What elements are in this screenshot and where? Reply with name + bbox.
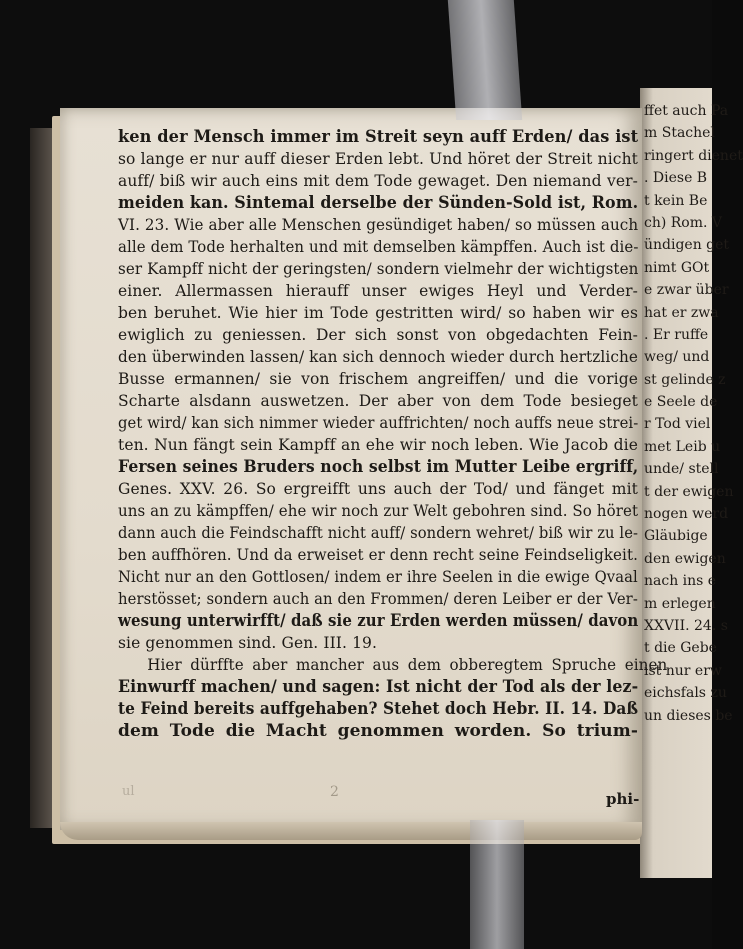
facing-text-line: t der ewigen [644, 483, 734, 500]
facing-text-line: unde/ stell [644, 461, 719, 478]
text-line: Scharte alsdann auswetzen. Der aber von dem Tode besieget [118, 392, 638, 410]
facing-text-line: weg/ und [644, 349, 710, 366]
text-line: ben auffhören. Und da erweiset er denn recht seine Feindseligkeit. [118, 546, 639, 564]
text-line: ser Kampff nicht der geringsten/ sondern vielmehr der wichtigsten [118, 260, 639, 278]
facing-text-line: m erlegen [644, 595, 716, 612]
facing-text-line: nach ins e [644, 573, 717, 590]
facing-page-text [644, 100, 743, 727]
catchword: phi- [606, 790, 640, 808]
text-line: auff/ biß wir auch eins mit dem Tode gewaget. Den niemand ver- [118, 172, 638, 190]
facing-text-line: e Seele de [644, 394, 718, 411]
text-line: Genes. XXV. 26. So ergreifft uns auch der Tod/ und fänget mit [118, 480, 638, 498]
text-line: Busse ermannen/ sie von frischem angreiffen/ und die vorige [118, 370, 638, 388]
facing-text-line: t kein Be [644, 192, 708, 209]
facing-text-line: t die Gebe [644, 640, 717, 657]
facing-text-line: m Stachel [644, 125, 715, 142]
text-line: so lange er nur auff dieser Erden lebt. Und höret der Streit nicht [118, 150, 638, 168]
facing-text-line: Gläubige [644, 528, 708, 545]
text-line: herstösset; sondern auch an den Frommen/ deren Leiber er der Ver- [118, 590, 638, 608]
facing-text-line: . Er ruffe [644, 326, 709, 343]
text-line: alle dem Tode herhalten und mit demselben kämpffen. Auch ist die- [118, 238, 639, 256]
text-line: Fersen seines Bruders noch selbst im Mutter Leibe ergriff, [118, 457, 639, 477]
text-line: den überwinden lassen/ kan sich dennoch wieder durch hertzliche [118, 348, 639, 366]
facing-text-line: nogen werd [644, 506, 729, 523]
text-line: Hier dürffte aber mancher aus dem obberegtem Spruche einen [147, 656, 668, 674]
text-line: VI. 23. Wie aber alle Menschen gesündiget haben/ so müssen auch [118, 216, 639, 234]
facing-text-line: met Leib u [644, 438, 721, 455]
text-line: te Feind bereits auffgehaben? Stehet doch Hebr. II. 14. Daß [118, 699, 639, 719]
facing-text-line: eichsfals zu [644, 685, 727, 702]
text-line: ken der Mensch immer im Streit seyn auff Erden/ das ist [118, 127, 639, 147]
text-line: ewiglich zu geniessen. Der sich sonst von obgedachten Fein- [118, 326, 638, 344]
page-holder-clip-bottom [470, 820, 524, 949]
text-line: ten. Nun fängt sein Kampff an ehe wir noch leben. Wie Jacob die [118, 436, 638, 454]
facing-text-line: hat er zwa [644, 304, 719, 321]
text-line: einer. Allermassen hierauff unser ewiges Heyl und Verder- [118, 282, 638, 300]
facing-text-line: nimt GOt [644, 259, 710, 276]
page-text-block [118, 126, 668, 742]
text-line: uns an zu kämpffen/ ehe wir noch zur Welt gebohren sind. So höret [118, 502, 639, 520]
facing-text-line: st gelinde z [644, 371, 726, 388]
facing-text-line: ündigen get [644, 237, 730, 254]
text-line: sie genommen sind. Gen. III. 19. [118, 634, 378, 652]
facing-text-line: un dieses be [644, 707, 733, 724]
facing-text-line: den ewigen [644, 550, 726, 567]
facing-text-line: ffet auch Pa [644, 103, 729, 119]
facing-text-line: ch) Rom. V [644, 214, 723, 231]
facing-text-line: e zwar über [644, 282, 729, 299]
text-line: ben beruhet. Wie hier im Tode gestritten wird/ so haben wir es [118, 304, 638, 322]
text-line: meiden kan. Sintemal derselbe der Sünden-Sold ist, Rom. [118, 193, 639, 213]
facing-text-line: ist nur erw [644, 662, 722, 679]
text-line: dem Tode die Macht genommen worden. So trium- [118, 721, 638, 741]
marginal-note-left: ul [122, 784, 135, 799]
facing-text-line: XXVII. 24. s [644, 617, 728, 634]
text-line: Nicht nur an den Gottlosen/ indem er ihre Seelen in die ewige Qvaal [118, 568, 638, 586]
facing-text-line: . Diese B [644, 170, 708, 187]
facing-text-line: r Tod viel [644, 416, 711, 433]
facing-text-line: ringert dienet [644, 147, 743, 164]
page-holder-clip-top [448, 0, 522, 120]
text-line: wesung unterwirfft/ daß sie zur Erden werden müssen/ davon [118, 611, 639, 631]
text-line: dann auch die Feindschafft nicht auff/ sondern wehret/ biß wir zu le- [118, 524, 639, 542]
marginal-note-center: 2 [330, 784, 339, 800]
text-line: get wird/ kan sich nimmer wieder auffrichten/ noch auffs neue strei- [118, 414, 639, 432]
text-line: Einwurff machen/ und sagen: Ist nicht der Tod als der lez- [118, 677, 639, 697]
page-bottom-curl [60, 822, 642, 840]
